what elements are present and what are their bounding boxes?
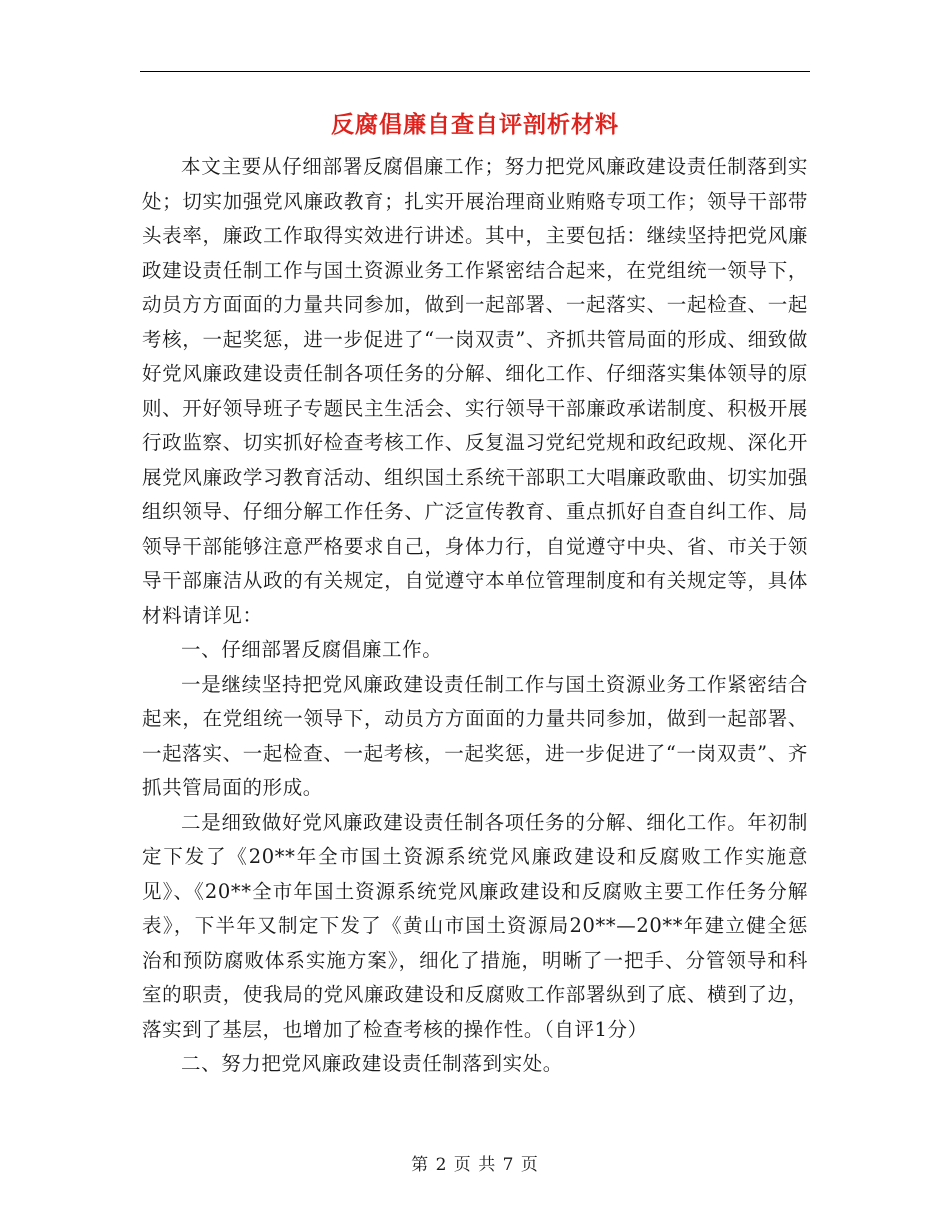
paragraph-intro: 本文主要从仔细部署反腐倡廉工作；努力把党风廉政建设责任制落到实处；切实加强党风廉政教育；扎实开展治理商业贿赂专项工作；领导干部带头表率，廉政工作取得实效进行讲述。其中，主要包括：继续坚持把党风廉政建设责任制工作与国土资源业务工作紧密结合起来，在党组统一领导下，动员方方面面的力量共同参加，做到一起部署、一起落实、一起检查、一起考核，一起奖惩，进一步促进了“一岗双责”、齐抓共管局面的形成、细致做好党风廉政建设责任制各项任务的分解、细化工作、仔细落实集体领导的原则、开好领导班子专题民主生活会、实行领导干部廉政承诺制度、积极开展行政监察、切实抓好检查考核工作、反复温习党纪党规和政纪政规、深化开展党风廉政学习教育活动、组织国土系统干部职工大唱廉政歌曲、切实加强组织领导、仔细分解工作任务、广泛宣传教育、重点抓好自查自纠工作、局领导干部能够注意严格要求自己，身体力行，自觉遵守中央、省、市关于领导干部廉洁从政的有关规定，自觉遵守本单位管理制度和有关规定等，具体材料请详见： (142, 155, 808, 627)
header-rule (140, 71, 810, 72)
document-title: 反腐倡廉自查自评剖析材料 (331, 111, 619, 138)
page-footer (0, 1154, 950, 1176)
document-body (142, 150, 808, 1082)
section-heading-1: 一、仔细部署反腐倡廉工作。 (181, 638, 443, 661)
page-number-label: 第 2 页 共 7 页 (411, 1155, 539, 1175)
paragraph-point-1: 一是继续坚持把党风廉政建设责任制工作与国土资源业务工作紧密结合起来，在党组统一领导下，动员方方面面的力量共同参加，做到一起部署、一起落实、一起检查、一起考核，一起奖惩，进一步促进了“一岗双责”、齐抓共管局面的形成。 (142, 672, 808, 799)
paragraph-point-2: 二是细致做好党风廉政建设责任制各项任务的分解、细化工作。年初制定下发了《20**年全市国土资源系统党风廉政建设和反腐败工作实施意见》、《20**全市年国土资源系统党风廉政建设和反腐败主要工作任务分解表》，下半年又制定下发了《黄山市国土资源局20**—20**年建立健全惩治和预防腐败体系实施方案》，细化了措施，明晰了一把手、分管领导和科室的职责，使我局的党风廉政建设和反腐败工作部署纵到了底、横到了边，落实到了基层，也增加了检查考核的操作性。（自评1分） (142, 810, 808, 1041)
section-heading-2: 二、努力把党风廉政建设责任制落到实处。 (181, 1052, 563, 1075)
